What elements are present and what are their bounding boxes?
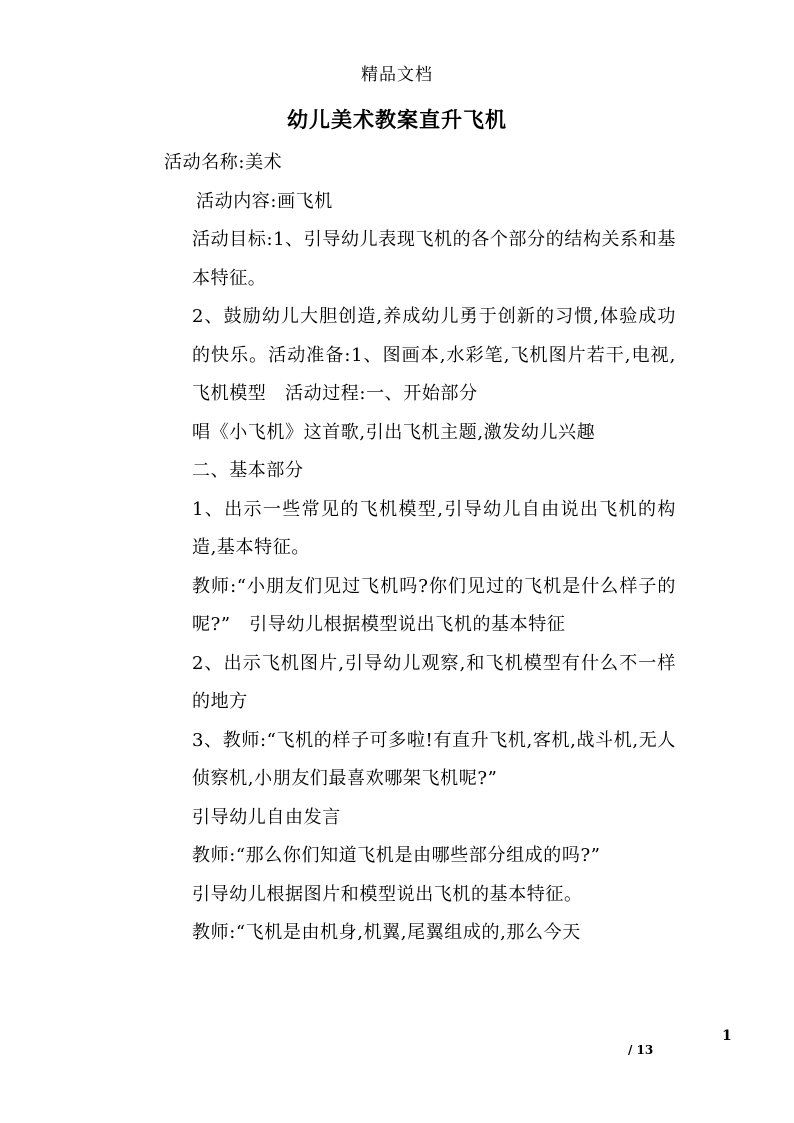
- paragraph-guide-features: 引导幼儿根据图片和模型说出飞机的基本特征。: [192, 883, 583, 905]
- paragraph-teacher-explanation: 教师:“飞机是由机身,机翼,尾翼组成的,那么今天: [192, 922, 581, 943]
- paragraph-step-2: 2、出示飞机图片,引导幼儿观察,和飞机模型有什么不一样的地方: [192, 652, 676, 712]
- paragraph-basic-section: 二、基本部分: [192, 460, 304, 481]
- paragraph-step-3: 3、教师:“飞机的样子可多啦!有直升飞机,客机,战斗机,无人侦察机,小朋友们最喜欢哪架飞机呢?”: [192, 729, 676, 789]
- paragraph-activity-content: 活动内容:画飞机: [196, 190, 333, 212]
- document-header: 精品文档: [361, 65, 433, 85]
- paragraph-teacher-question-2: 教师:“那么你们知道飞机是由哪些部分组成的吗?”: [192, 845, 601, 866]
- paragraph-activity-name: 活动名称:美术: [164, 152, 283, 173]
- paragraph-goal-2-preparation: 2、鼓励幼儿大胆创造,养成幼儿勇于创新的习惯,体验成功的快乐。活动准备:1、图画本,水彩笔,飞机图片若干,电视,飞机模型 活动过程:一、开始部分: [192, 306, 676, 404]
- page-number: 1: [722, 1028, 732, 1044]
- paragraph-teacher-question-1: 教师:“小朋友们见过飞机吗?你们见过的飞机是什么样子的呢?” 引导幼儿根据模型说出飞机的基本特征: [192, 575, 676, 635]
- paragraph-free-speech: 引导幼儿自由发言: [192, 806, 341, 828]
- paragraph-song: 唱《小飞机》这首歌,引出飞机主题,激发幼儿兴趣: [192, 421, 596, 443]
- paragraph-step-1: 1、出示一些常见的飞机模型,引导幼儿自由说出飞机的构造,基本特征。: [192, 498, 676, 558]
- paragraph-activity-goal: 活动目标:1、引导幼儿表现飞机的各个部分的结构关系和基本特征。: [192, 229, 676, 289]
- page-total: / 13: [628, 1043, 654, 1057]
- document-title: 幼儿美术教案直升飞机: [287, 107, 507, 132]
- document-body: [116, 144, 676, 953]
